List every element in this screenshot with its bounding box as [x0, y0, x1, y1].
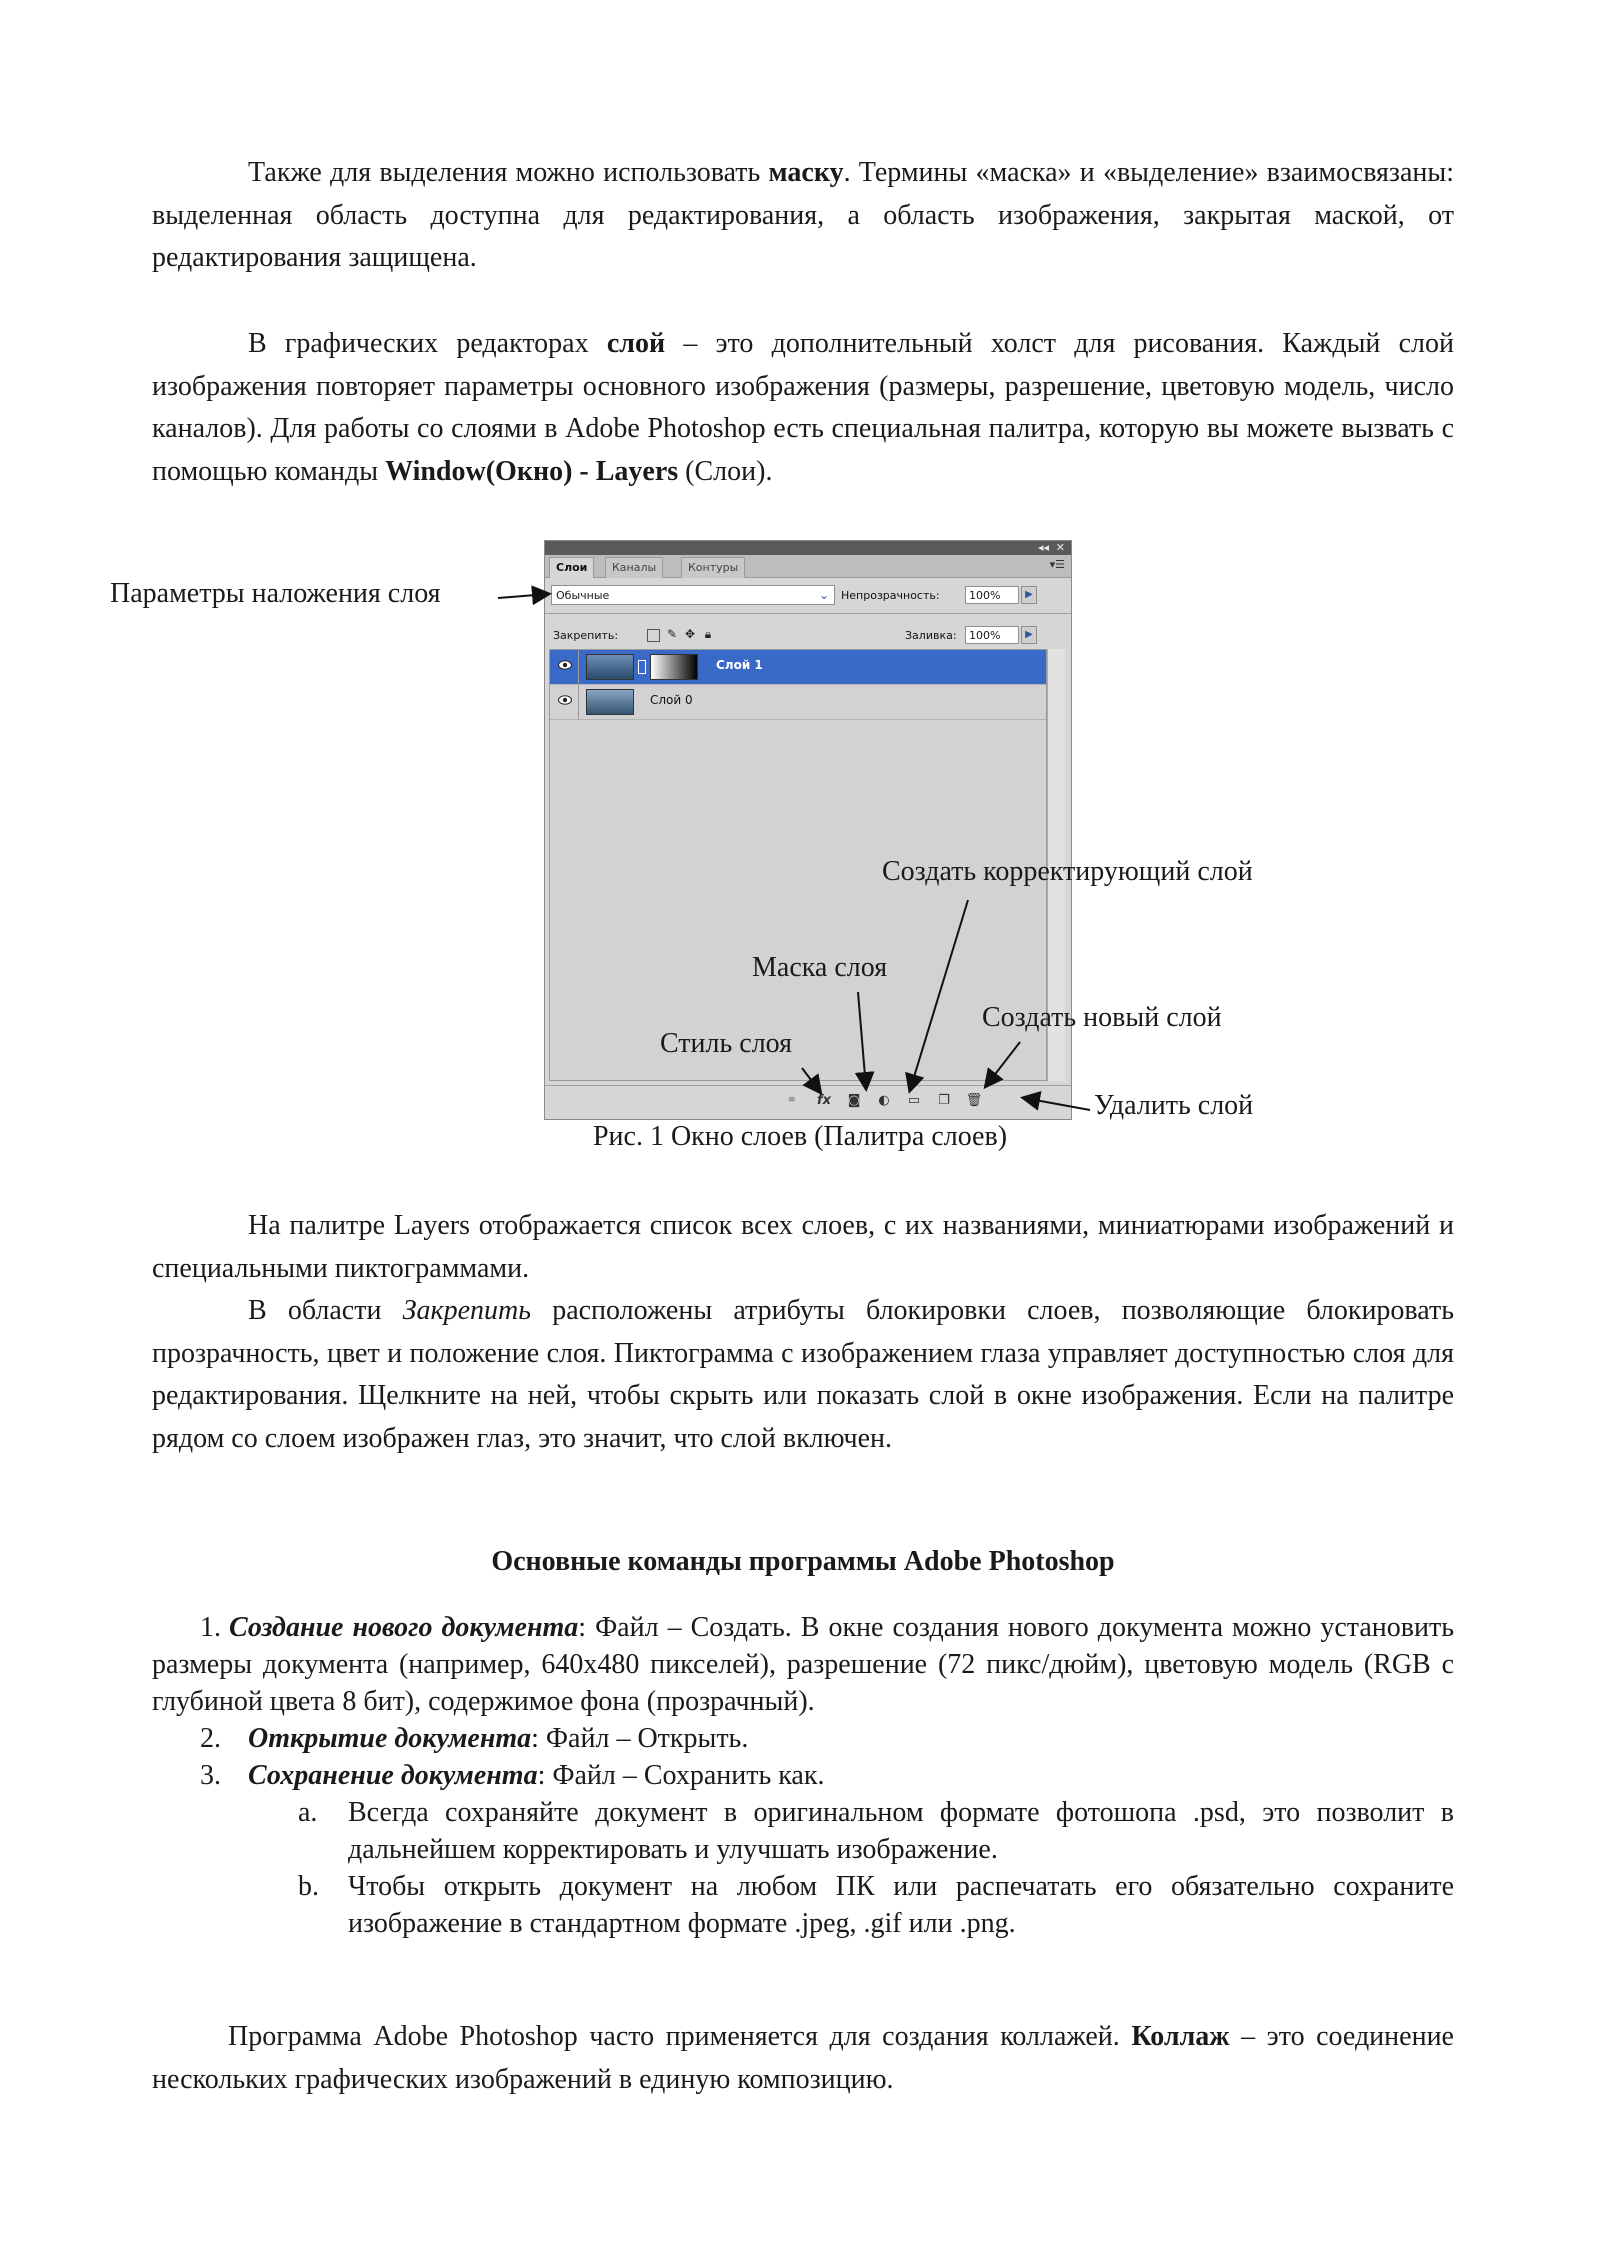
- figure-caption: Рис. 1 Окно слоев (Палитра слоев): [592, 1121, 1008, 1152]
- chevron-down-icon: ⌄: [818, 588, 830, 602]
- list-item-title: Открытие документа: [248, 1723, 532, 1754]
- layer-thumbnail: [586, 654, 634, 680]
- text-run: В графических редакторах: [248, 328, 607, 359]
- paragraph-mask: [152, 152, 1454, 280]
- callout-delete-layer: Удалить слой: [1094, 1090, 1254, 1121]
- divider: [545, 613, 1071, 614]
- text-run: – это соединение нескольких графических изображений в единую композицию.: [152, 2021, 1454, 2095]
- list-item: [152, 1609, 1454, 1720]
- text-run: . Термины «маска» и «выделение» взаимосвязаны: выделенная область доступна для редактирования, а область изображения, закрытая маской, от редактирования защищена.: [152, 157, 1454, 273]
- lock-brush-icon[interactable]: ✎: [666, 627, 678, 641]
- sublist-letter: b.: [298, 1871, 319, 1902]
- close-icon[interactable]: ✕: [1055, 541, 1065, 554]
- divider: [578, 650, 579, 684]
- layer-name: Слой 0: [650, 693, 693, 707]
- term-mask: маску: [768, 157, 844, 188]
- lock-all-icon[interactable]: 🔒︎: [704, 627, 712, 641]
- eye-icon[interactable]: [558, 660, 572, 670]
- lock-transparency-icon[interactable]: [647, 629, 660, 642]
- paragraph-layer: [152, 323, 1454, 493]
- list-item: [152, 1757, 1454, 1794]
- palette-menu-icon[interactable]: ▾☰: [1049, 558, 1065, 571]
- commands-list: [152, 1609, 1454, 1942]
- lock-position-icon[interactable]: ✥: [684, 627, 696, 641]
- link-icon[interactable]: ⚭: [786, 1093, 798, 1108]
- eye-icon[interactable]: [558, 695, 572, 705]
- fill-field[interactable]: 100%: [965, 626, 1019, 644]
- section-heading: Основные команды программы Adobe Photoshop: [491, 1546, 1115, 1577]
- sublist-item: [152, 1868, 1454, 1942]
- adjustment-icon[interactable]: ◐: [878, 1093, 890, 1108]
- divider: [578, 685, 579, 719]
- fill-arrow-icon[interactable]: ▶: [1021, 626, 1037, 644]
- arrow-blend: [498, 594, 548, 598]
- paragraph-collage: [152, 2016, 1454, 2101]
- folder-icon[interactable]: ▭: [907, 1093, 921, 1108]
- list-item-title: Сохранение документа: [248, 1760, 538, 1791]
- term-collage: Коллаж: [1131, 2021, 1230, 2052]
- fx-icon[interactable]: fx: [816, 1093, 832, 1108]
- term-layer: слой: [606, 328, 666, 359]
- paragraph-lock: [152, 1290, 1454, 1460]
- new-layer-icon[interactable]: ❐: [938, 1093, 950, 1108]
- list-item: [152, 1720, 1454, 1757]
- fill-label: Заливка:: [905, 629, 957, 642]
- trash-icon[interactable]: 🗑︎: [965, 1093, 983, 1108]
- callout-new-layer: Создать новый слой: [982, 1002, 1222, 1033]
- layer-mask-thumbnail: [650, 654, 698, 680]
- tab-channels[interactable]: Каналы: [605, 557, 663, 578]
- opacity-label: Непрозрачность:: [841, 589, 940, 602]
- chain-link-icon[interactable]: [638, 660, 646, 674]
- text-run: Также для выделения можно использовать: [248, 157, 769, 188]
- list-item-title: Создание нового документа: [229, 1612, 579, 1643]
- layer-row-1[interactable]: [550, 650, 1046, 685]
- text-run: расположены атрибуты блокировки слоев, позволяющие блокировать прозрачность, цвет и положение слоя. Пиктограмма с изображением глаза управляет доступностью слоя для редактирования. Щелкните на ней, чтобы скрыть или показать слой в окне изображения. Если на палитре рядом со слоем изображен глаз, это значит, что слой включен.: [152, 1295, 1454, 1454]
- list-item-text: : Файл – Создать. В окне создания нового документа можно установить размеры документа (например, 640х480 пикселей), разрешение (72 пикс/дюйм), цветовую модель (RGB с глубиной цвета 8 бит), содержимое фона (прозрачный).: [152, 1612, 1455, 1717]
- callout-adjustment-layer: Создать корректирующий слой: [882, 856, 1253, 887]
- blend-mode-select[interactable]: [551, 585, 835, 605]
- lock-label: Закрепить:: [553, 629, 619, 642]
- sublist-text: Чтобы открыть документ на любом ПК или распечатать его обязательно сохраните изображение в стандартном формате .jpeg, .gif или .png.: [348, 1871, 1454, 1939]
- term-lock: Закрепить: [402, 1295, 532, 1326]
- list-number: 1.: [200, 1612, 221, 1643]
- palette-tabs: [545, 555, 1071, 578]
- list-item-text: : Файл – Сохранить как.: [537, 1760, 825, 1791]
- palette-titlebar: [545, 541, 1071, 555]
- callout-layer-style: Стиль слоя: [660, 1028, 793, 1059]
- list-number: 3.: [200, 1760, 221, 1791]
- palette-bottom-bar: [545, 1085, 1071, 1116]
- opacity-field[interactable]: 100%: [965, 586, 1019, 604]
- command-window-layers: Window(Окно) - Layers: [385, 455, 679, 487]
- text-run: (Слои).: [678, 455, 773, 487]
- callout-layer-mask: Маска слоя: [752, 952, 888, 983]
- collapse-icon[interactable]: ◂◂: [1037, 541, 1049, 554]
- layer-thumbnail: [586, 689, 634, 715]
- text-run: В области: [248, 1295, 403, 1326]
- sublist-letter: a.: [298, 1797, 318, 1828]
- layer-name: Слой 1: [716, 658, 763, 672]
- list-item-text: : Файл – Открыть.: [531, 1723, 749, 1754]
- opacity-arrow-icon[interactable]: ▶: [1021, 586, 1037, 604]
- list-number: 2.: [200, 1723, 221, 1754]
- tab-paths[interactable]: Контуры: [681, 557, 745, 578]
- callout-blend-options: Параметры наложения слоя: [110, 578, 441, 609]
- paragraph-palette: На палитре Layers отображается список всех слоев, с их названиями, миниатюрами изображений и специальными пиктограммами.: [152, 1210, 1454, 1284]
- text-run: – это дополнительный холст для рисования. Каждый слой изображения повторяет параметры основного изображения (размеры, разрешение, цветовую модель, число каналов). Для работы со слоями в Adobe Photoshop есть специальная палитра, которую вы можете вызвать с помощью команды: [152, 328, 1454, 487]
- sublist-text: Всегда сохраняйте документ в оригинальном формате фотошопа .psd, это позволит в дальнейшем корректировать и улучшать изображение.: [348, 1797, 1454, 1865]
- mask-icon[interactable]: ◙: [847, 1093, 861, 1108]
- layer-row-0[interactable]: [550, 685, 1046, 720]
- blend-mode-value: Обычные: [556, 589, 610, 602]
- sublist-item: [152, 1794, 1454, 1868]
- tab-layers[interactable]: Слои: [549, 557, 594, 578]
- text-run: Программа Adobe Photoshop часто применяется для создания коллажей.: [228, 2021, 1132, 2052]
